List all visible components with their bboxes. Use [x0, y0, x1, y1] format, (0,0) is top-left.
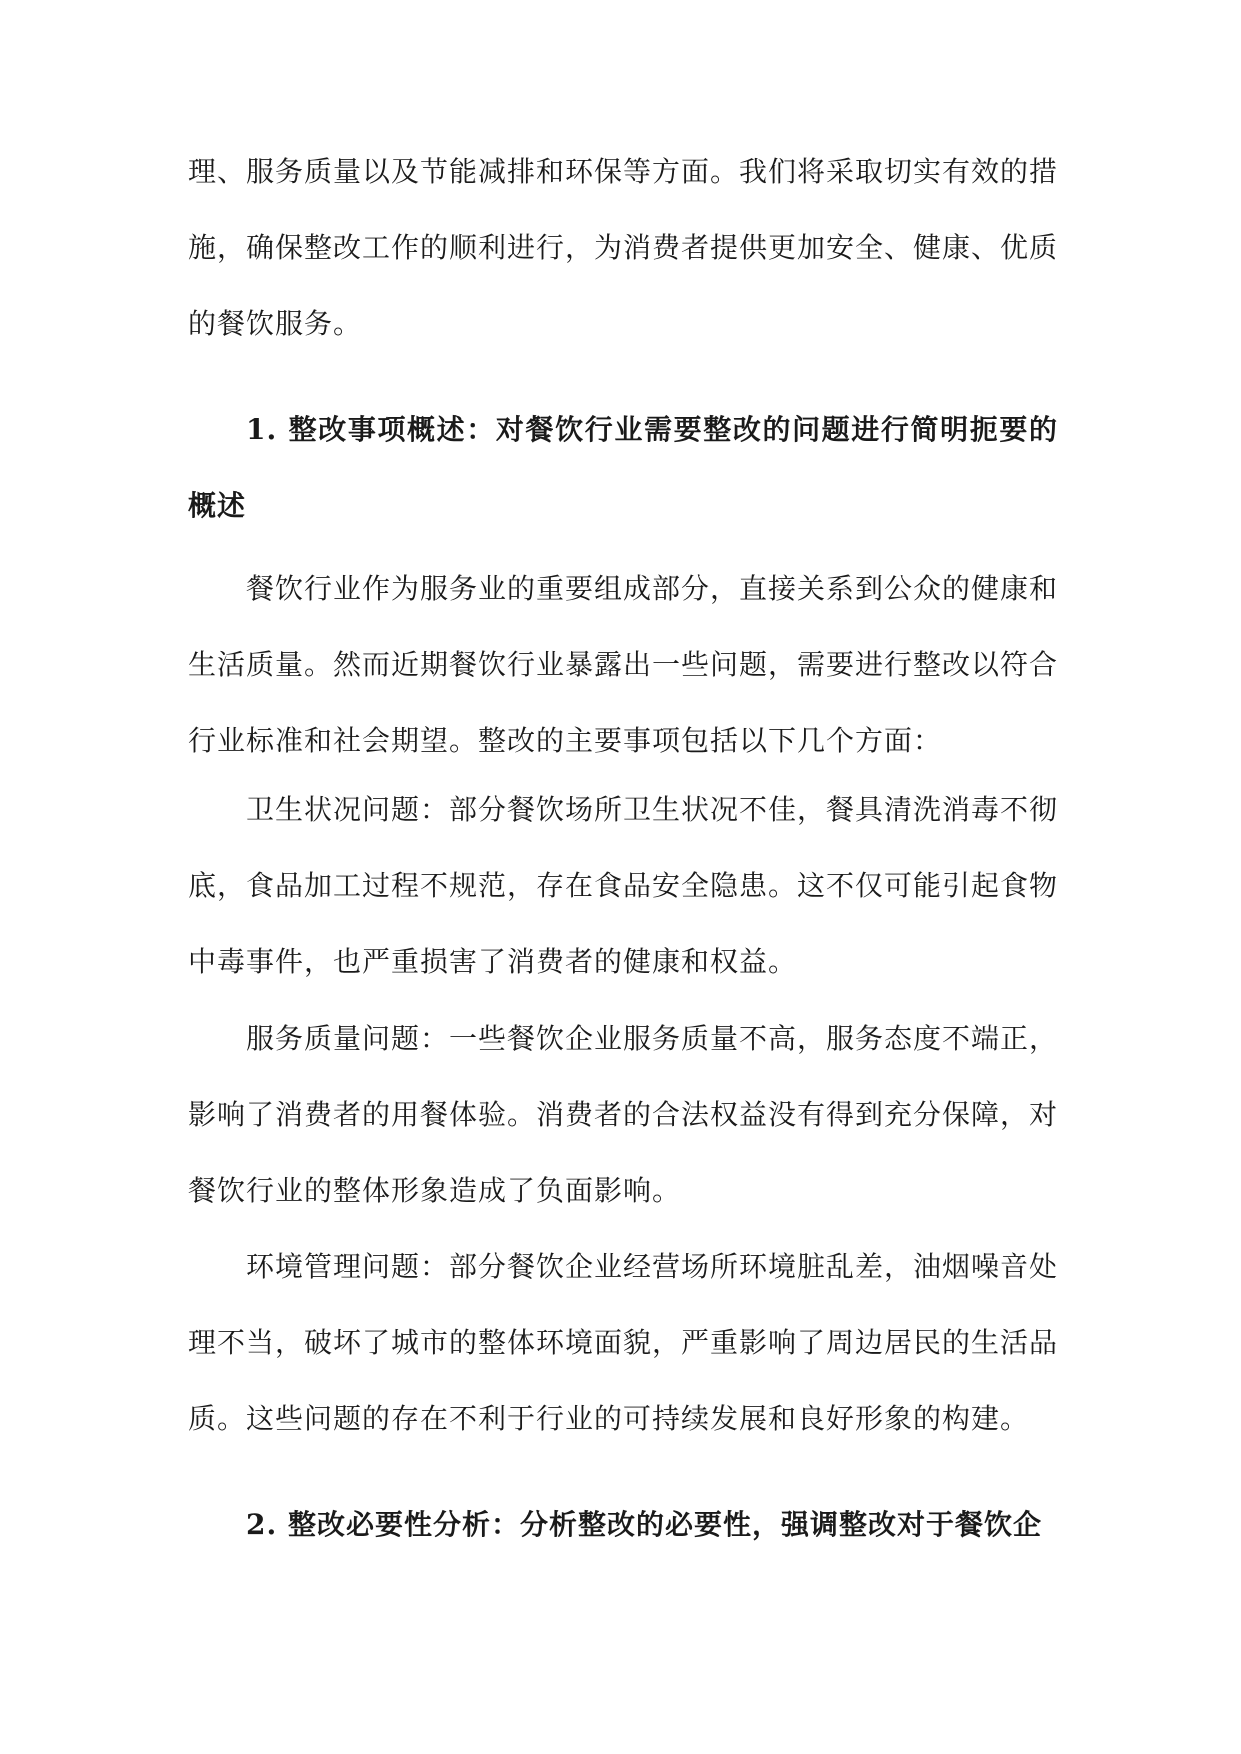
- paragraph-continuation: 理、服务质量以及节能减排和环保等方面。我们将采取切实有效的措施，确保整改工作的顺利进行，为消费者提供更加安全、健康、优质的餐饮服务。: [188, 155, 1059, 340]
- section-1-intro-paragraph: 餐饮行业作为服务业的重要组成部分，直接关系到公众的健康和生活质量。然而近期餐饮行业暴露出一些问题，需要进行整改以符合行业标准和社会期望。整改的主要事项包括以下几个方面：: [188, 572, 1059, 757]
- section-1-heading: 1. 整改事项概述：对餐饮行业需要整改的问题进行简明扼要的概述: [188, 413, 1058, 522]
- environment-issue-paragraph: 环境管理问题：部分餐饮企业经营场所环境脏乱差，油烟噪音处理不当，破坏了城市的整体环境面貌，严重影响了周边居民的生活品质。这些问题的存在不利于行业的可持续发展和良好形象的构建。: [188, 1250, 1059, 1435]
- hygiene-issue-paragraph: 卫生状况问题：部分餐饮场所卫生状况不佳，餐具清洗消毒不彻底，食品加工过程不规范，存在食品安全隐患。这不仅可能引起食物中毒事件，也严重损害了消费者的健康和权益。: [188, 793, 1059, 978]
- section-2-heading: 2. 整改必要性分析：分析整改的必要性，强调整改对于餐饮企: [246, 1508, 1042, 1541]
- service-issue-paragraph: 服务质量问题：一些餐饮企业服务质量不高，服务态度不端正，影响了消费者的用餐体验。消费者的合法权益没有得到充分保障，对餐饮行业的整体形象造成了负面影响。: [188, 1022, 1059, 1207]
